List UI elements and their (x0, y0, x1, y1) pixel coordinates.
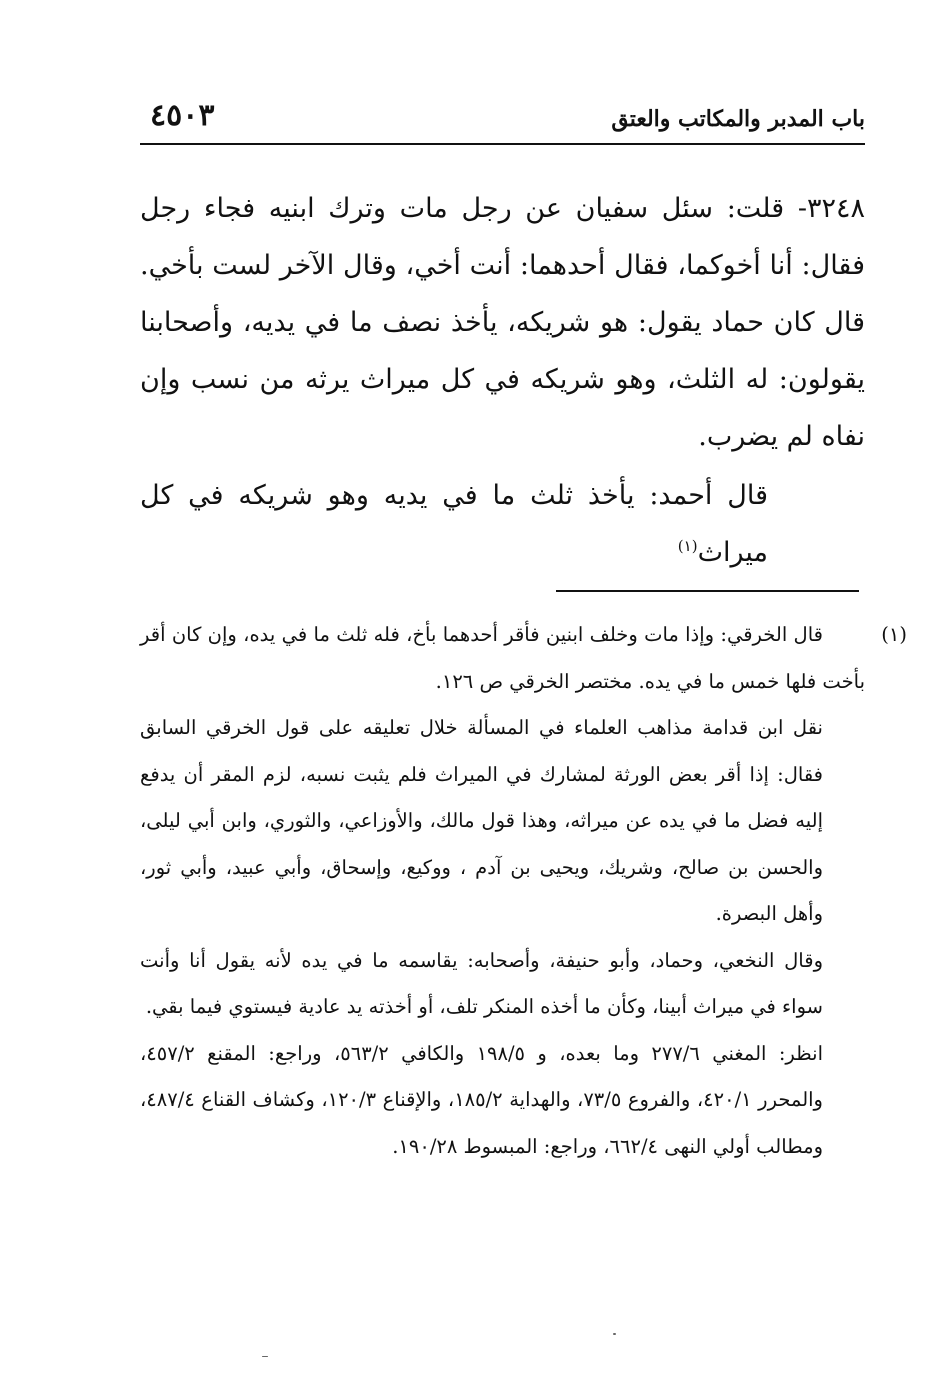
entry-paragraph (140, 180, 865, 465)
footnote-1-para-3: وقال النخعي، وحماد، وأبو حنيفة، وأصحابه: يقاسمه ما في يده لأنه يقول أنا وأنت سواء في ميراث أبينا، وكأن ما أخذه المنكر تلف، أو أخذته يد عادية فيستوي فيما بقي. (140, 948, 823, 1018)
footnote-1-para-1 (140, 612, 907, 705)
entry-number: ٣٢٤٨- (797, 193, 865, 224)
running-title: باب المدبر والمكاتب والعتق (611, 106, 865, 132)
footnote-1-para-4: انظر: المغني ٢٧٧/٦ وما بعده، و ١٩٨/٥ والكافي ٥٦٣/٢، وراجع: المقنع ٤٥٧/٢، والمحرر ٤٢٠/١، والفروع ٧٣/٥، والهداية ١٨٥/٢، والإقناع ١٢٠/٣، وكشاف القناع ٤٨٧/٤، ومطالب أولي النهى ٦٦٢/٤، وراجع: المبسوط ١٩٠/٢٨. (140, 1041, 823, 1158)
ahmad-statement (140, 467, 768, 581)
scan-speck (613, 1333, 616, 1335)
footnote-marker: (١) (881, 623, 907, 646)
footnote-1-text: قال الخرقي: وإذا مات وخلف ابنين فأقر أحدهما بأخ، فله ثلث ما في يده، وإن كان أقر بأخت فلها خمس ما في يده. مختصر الخرقي ص ١٢٦. (140, 623, 865, 693)
header-rule (140, 143, 865, 145)
page-header (140, 96, 865, 140)
footnote-separator (556, 590, 859, 592)
page-number: ٤٥٠٣ (150, 98, 215, 133)
main-text (140, 180, 865, 581)
footnote-1-para-2: نقل ابن قدامة مذاهب العلماء في المسألة خلال تعليقه على قول الخرقي السابق فقال: إذا أقر بعض الورثة لمشارك في الميراث فلم يثبت نسبه، لزم المقر أن يدفع إليه فضل ما في يده عن ميراثه، وهذا قول مالك، والأوزاعي، والثوري، وابن أبي ليلى، والحسن بن صالح، وشريك، ويحيى بن آدم ، ووكيع، وإسحاق، وأبي عبيد، وأبي ثور، وأهل البصرة. (140, 716, 823, 925)
footnote-reference[interactable]: (١) (677, 537, 698, 555)
entry-text: قلت: سئل سفيان عن رجل مات وترك ابنيه فجاء رجل فقال: أنا أخوكما، فقال أحدهما: أنت أخي، وقال الآخر لست بأخي. قال كان حماد يقول: هو شريكه، يأخذ نصف ما في يديه، وأصحابنا يقولون: له الثلث، وهو شريكه في كل ميراث يرثه من نسب وإن نفاه لم يضرب. (140, 193, 865, 452)
ahmad-statement-text: قال أحمد: يأخذ ثلث ما في يديه وهو شريكه في كل ميراث (140, 480, 768, 568)
footnotes (140, 612, 907, 1170)
scan-speck (262, 1356, 268, 1357)
